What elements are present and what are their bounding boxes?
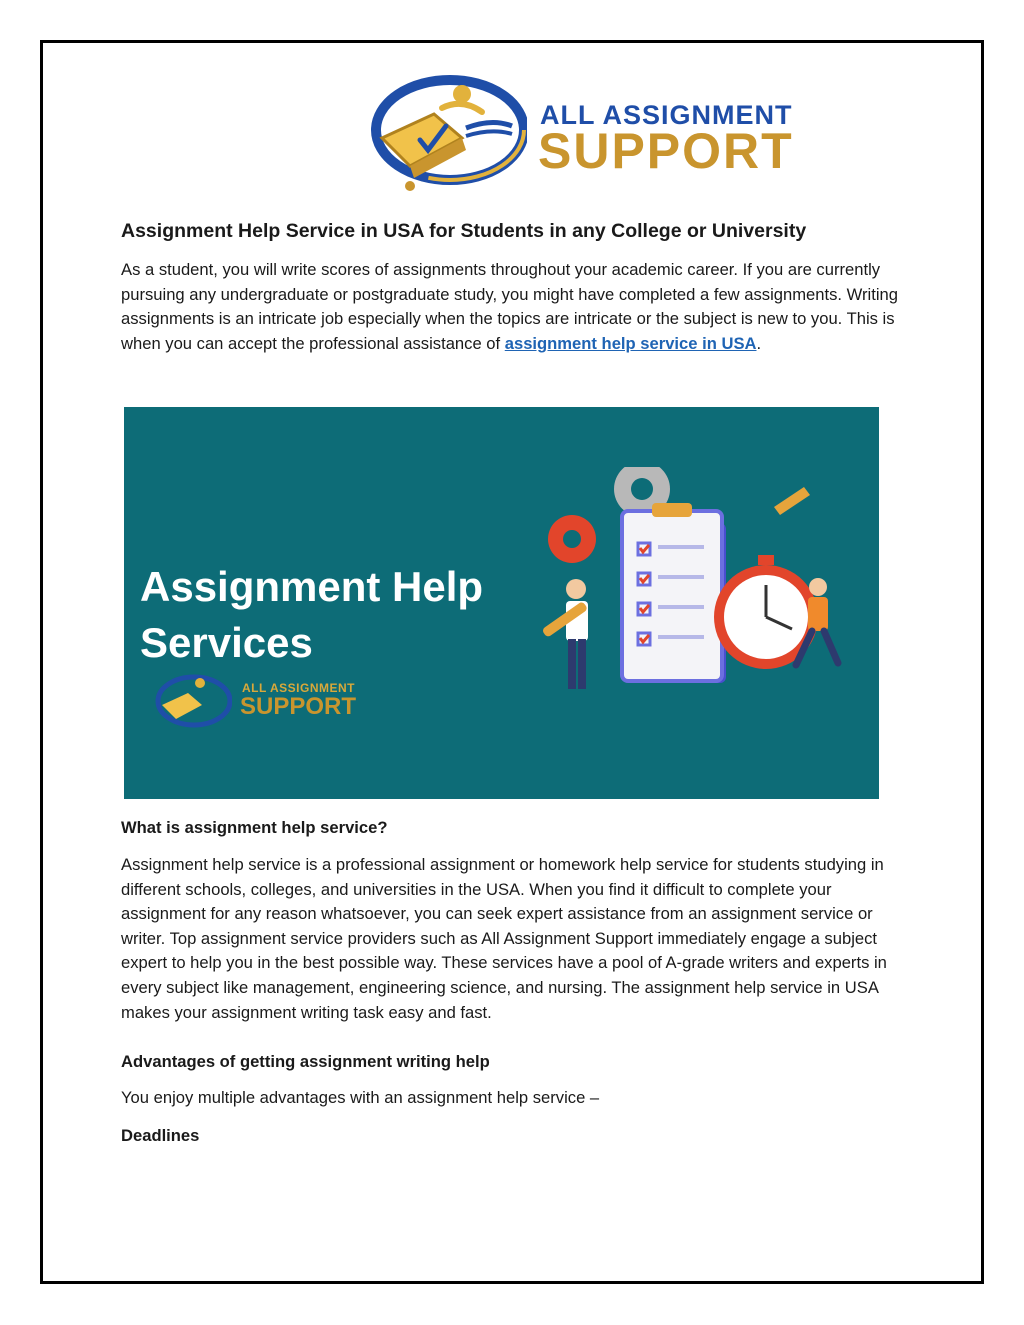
intro-text-end: . xyxy=(756,333,762,353)
section-heading-what-is: What is assignment help service? xyxy=(121,818,388,837)
logo-text-line1: ALL ASSIGNMENT xyxy=(540,100,793,130)
section-body-advantages: You enjoy multiple advantages with an assignment help service – xyxy=(121,1088,600,1107)
logo-emblem-icon xyxy=(362,68,527,196)
banner-logo-line1: ALL ASSIGNMENT xyxy=(242,681,356,695)
person-left-icon xyxy=(541,579,588,689)
banner-title-line2: Services xyxy=(140,619,313,666)
page-title: Assignment Help Service in USA for Students in any College or University xyxy=(121,220,807,242)
banner-title xyxy=(140,559,483,671)
banner-logo xyxy=(152,669,392,739)
brand-logo xyxy=(362,68,794,196)
banner-logo-emblem-icon xyxy=(152,669,232,735)
section-body-what-is: Assignment help service is a professional assignment or homework help service for students studying in different schools, colleges, and universities in the USA. When you find it difficult to complete your assignment for any reason whatsoever, you can seek expert assistance from an assignment service or writer. Top assignment service providers such as All Assignment Support immediately engage a subject expert to help you in the best possible way. These services have a pool of A-grade writers and experts in every subject like management, engineering science, and nursing. The assignment help service in USA makes your assignment writing task easy and fast. xyxy=(121,855,887,1022)
banner-panel xyxy=(124,407,879,799)
banner-logo-line2: SUPPORT xyxy=(240,693,357,720)
section-heading-advantages: Advantages of getting assignment writing help xyxy=(121,1052,490,1071)
banner-image xyxy=(120,403,883,803)
intro-paragraph xyxy=(121,258,911,356)
logo-text-line2: SUPPORT xyxy=(538,123,794,179)
section-heading-deadlines: Deadlines xyxy=(121,1126,200,1145)
assignment-help-link[interactable]: assignment help service in USA xyxy=(504,333,757,353)
clipboard-illustration-icon xyxy=(534,467,854,707)
banner-title-line1: Assignment Help xyxy=(140,563,484,610)
intro-text: As a student, you will write scores of assignments throughout your academic career. If you are currently pursuing any undergraduate or postgraduate study, you might have completed a few assignments. Writing assignments is an intricate job especially when the topics are intricate or the subject is new to you. This is when you can accept the professional assistance of xyxy=(121,260,898,353)
